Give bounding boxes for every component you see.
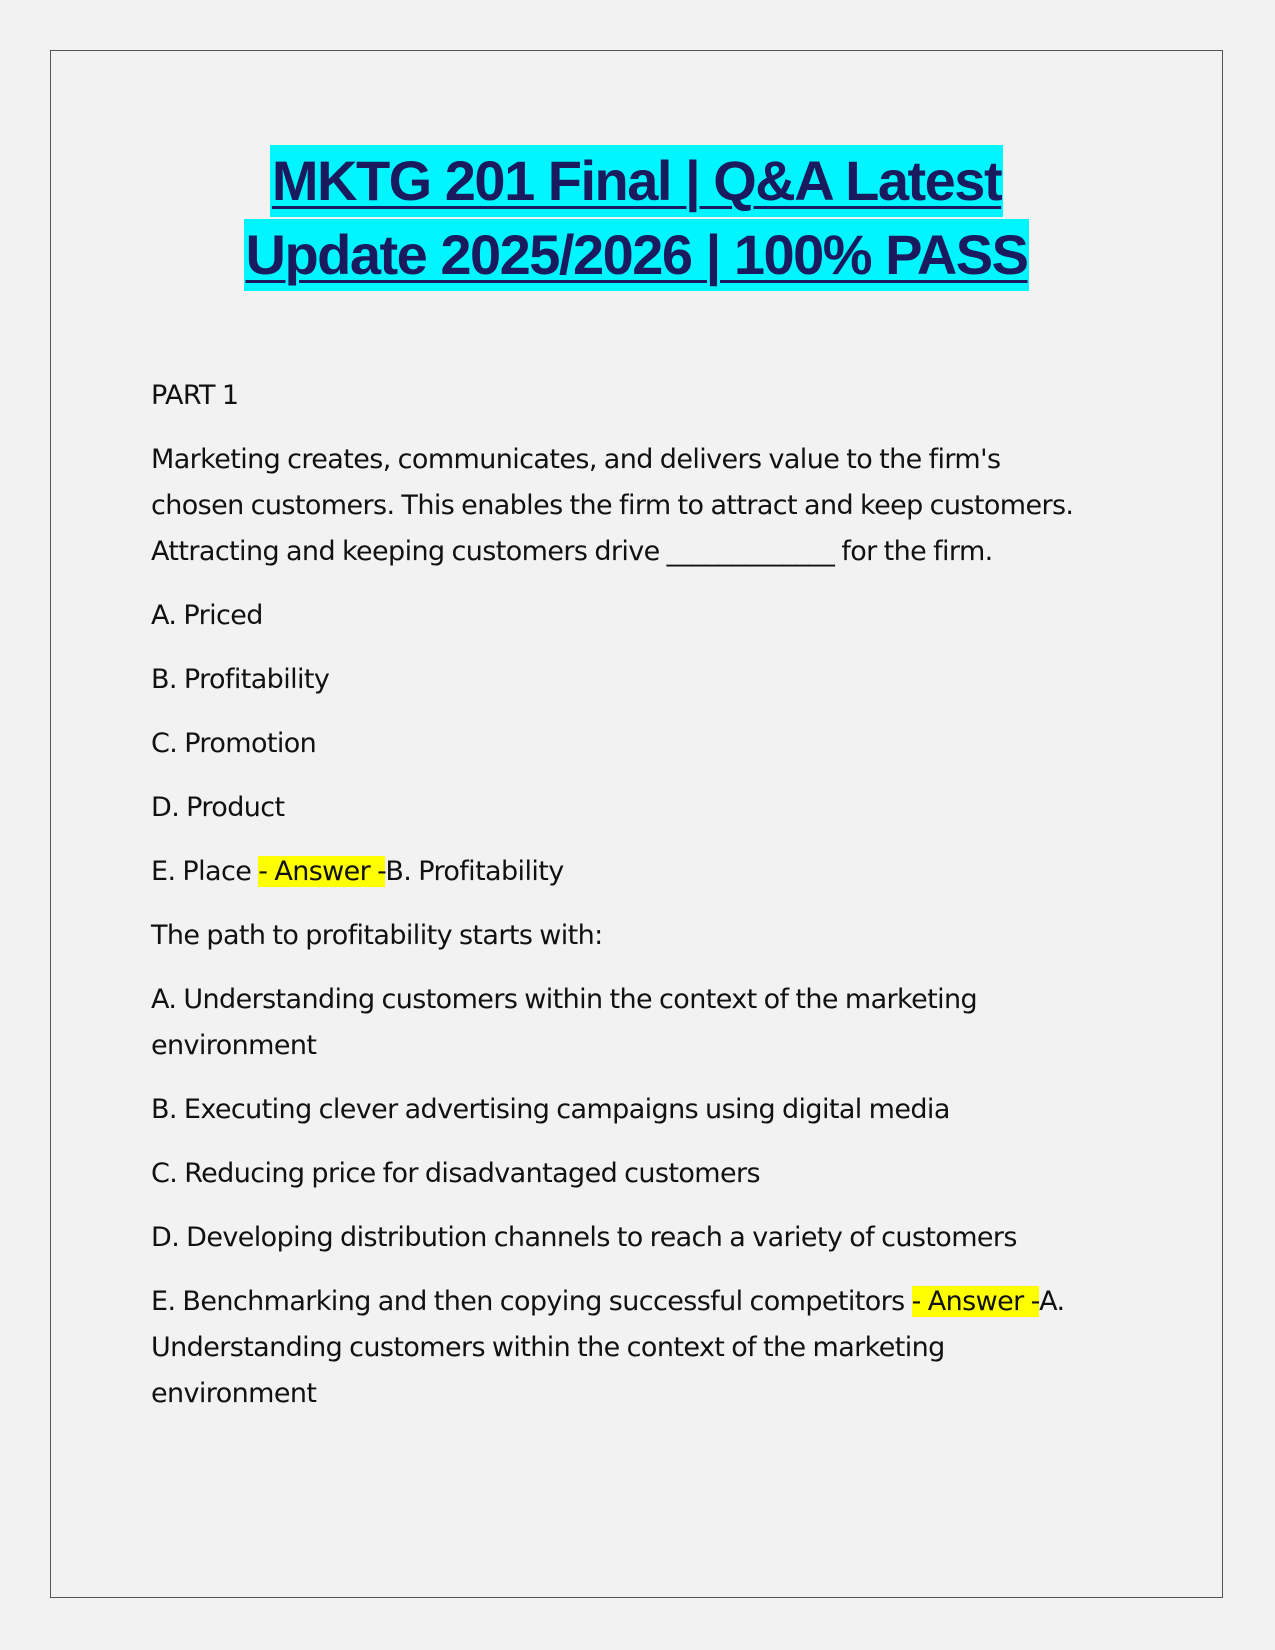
question-2-answer-line-3: environment [151, 1378, 317, 1409]
question-1-option-e: E. Place [151, 856, 252, 887]
question-1-option-c: C. Promotion [151, 728, 317, 759]
question-2-answer-line-2: Understanding customers within the context of the marketing [151, 1332, 945, 1363]
question-1-option-d: D. Product [151, 792, 285, 823]
part-label: PART 1 [151, 380, 239, 411]
document-body [151, 373, 1111, 1417]
title-line-1: MKTG 201 Final | Q&A Latest [270, 145, 1003, 217]
question-2-stem: The path to profitability starts with: [151, 920, 603, 951]
question-2-option-e: E. Benchmarking and then copying successful competitors [151, 1286, 905, 1317]
question-2-option-a-line-1: A. Understanding customers within the context of the marketing [151, 984, 978, 1015]
question-1-option-a: A. Priced [151, 600, 263, 631]
question-2-option-b: B. Executing clever advertising campaigns using digital media [151, 1094, 950, 1125]
document-title [50, 145, 1223, 293]
answer-marker: - Answer - [911, 1286, 1040, 1317]
question-1-option-e-with-answer [151, 849, 1111, 895]
question-2-option-a-line-2: environment [151, 1030, 317, 1061]
question-2-option-d: D. Developing distribution channels to reach a variety of customers [151, 1222, 1017, 1253]
question-2-option-e-with-answer [151, 1279, 1111, 1417]
question-1 [151, 437, 1111, 575]
question-2-option-a [151, 977, 1111, 1069]
question-1-stem-line-3: Attracting and keeping customers drive _____________ for the firm. [151, 536, 993, 567]
question-2-option-c: C. Reducing price for disadvantaged customers [151, 1158, 760, 1189]
title-line-2: Update 2025/2026 | 100% PASS [244, 219, 1030, 291]
question-1-stem-line-1: Marketing creates, communicates, and delivers value to the firm's [151, 444, 1001, 475]
question-1-stem [151, 437, 1111, 575]
question-1-stem-line-2: chosen customers. This enables the firm to attract and keep customers. [151, 490, 1074, 521]
question-1-answer: B. Profitability [385, 856, 564, 887]
question-1-option-b: B. Profitability [151, 664, 330, 695]
answer-marker: - Answer - [258, 856, 386, 887]
question-2-answer-line-1: A. [1039, 1286, 1065, 1317]
